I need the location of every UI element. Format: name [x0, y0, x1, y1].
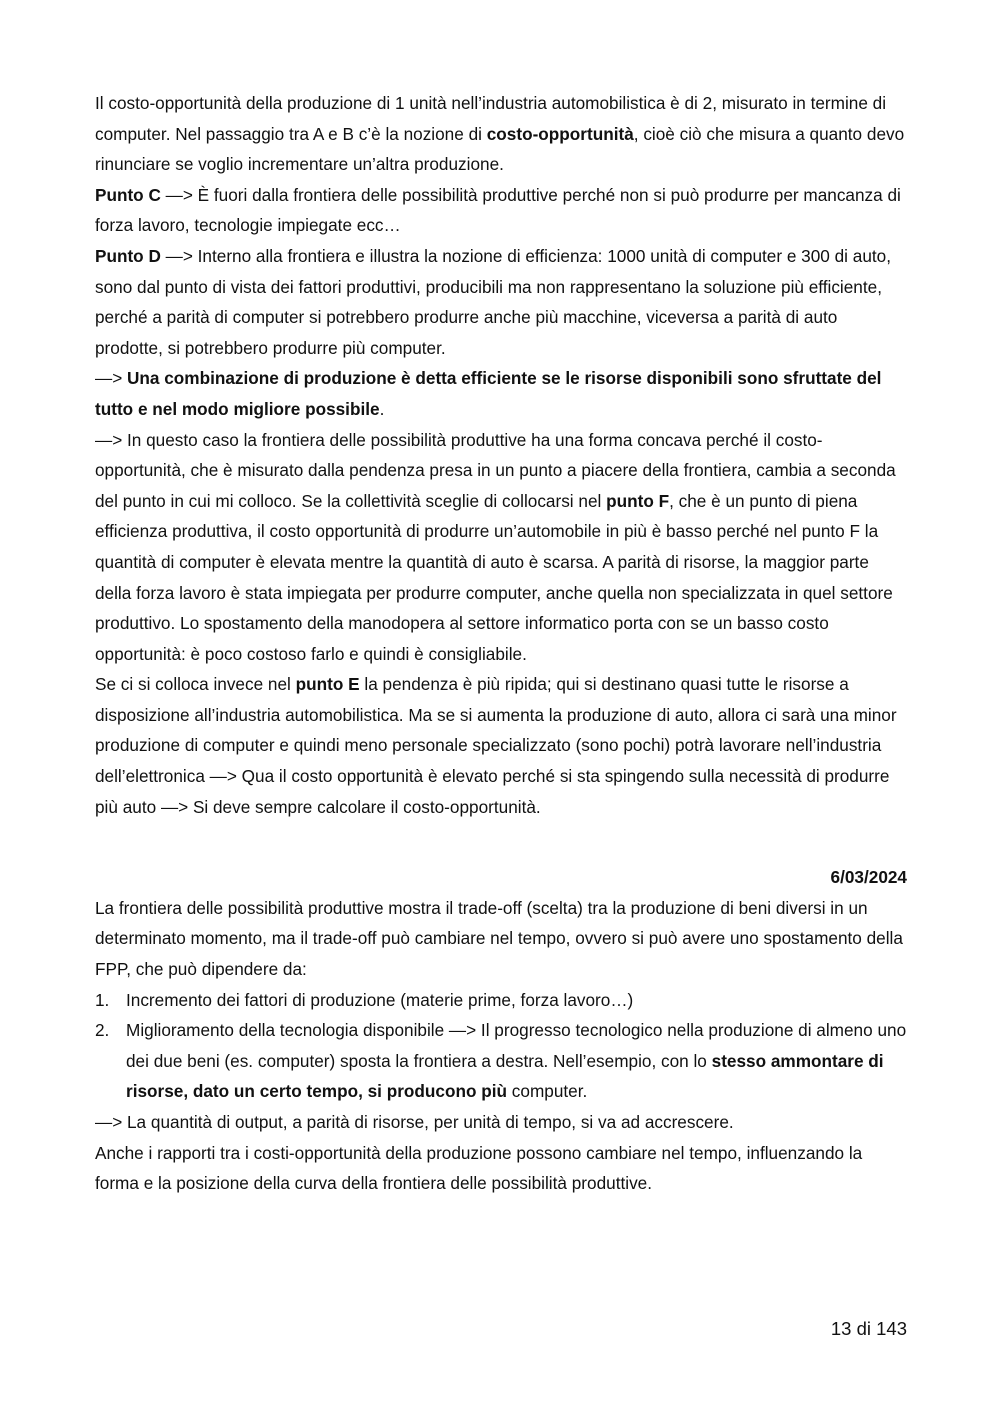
section-date: 6/03/2024	[830, 867, 907, 888]
paragraph-conclusion: Anche i rapporti tra i costi-opportunità della produzione possono cambiare nel tempo, influenzando la forma e la posizione della curva della frontiera delle possibilità produttive.	[95, 1142, 863, 1194]
page-number: 13 di 143	[830, 1318, 907, 1339]
paragraph-punto-e: Se ci si colloca invece nel punto E la pendenza è più ripida; qui si destinano quasi tutte le risorse a disposizione all’industria automobilistica. Ma se si aumenta la produzione di auto, allora ci sarà una minor produzione di computer e quindi meno personale specializzato (sono pochi) potrà lavorare nell’industria dell’elettronica —> Qua il costo opportunità è elevato perché si sta spingendo sulla necessità di produrre più auto —> Si deve sempre calcolare il costo-opportunità.	[95, 674, 897, 817]
numbered-list	[95, 985, 907, 1107]
bold-term: Punto C	[95, 184, 161, 205]
paragraph-fpp-intro: La frontiera delle possibilità produttive mostra il trade-off (scelta) tra la produzione di beni diversi in un determinato momento, ma il trade-off può cambiare nel tempo, ovvero si può avere uno spostamento della FPP, che può dipendere da:	[95, 897, 903, 980]
paragraph-output-growth: —> La quantità di output, a parità di risorse, per unità di tempo, si va ad accrescere.	[95, 1112, 734, 1132]
bold-term: stesso ammontare di risorse, dato un certo tempo, si producono più	[126, 1050, 884, 1102]
list-item: 2. Miglioramento della tecnologia disponibile —> Il progresso tecnologico nella produzione di almeno uno dei due beni (es. computer) sposta la frontiera a destra. Nell’esempio, con lo stesso ammontare di risorse, dato un certo tempo, si producono più computer.	[95, 1015, 907, 1107]
paragraph-opportunity-cost: Il costo-opportunità della produzione di 1 unità nell’industria automobilistica è di 2, misurato in termine di computer. Nel passaggio tra A e B c’è la nozione di costo-opportunità, cioè ciò che misura a quanto devo rinunciare se voglio incrementare un’altra produzione.	[95, 93, 905, 175]
paragraph-punto-f: —> In questo caso la frontiera delle possibilità produttive ha una forma concava perché il costo-opportunità, che è misurato dalla pendenza presa in un punto a piacere della frontiera, cambia a seconda del punto in cui mi colloco. Se la collettività sceglie di collocarsi nel punto F, che è un punto di piena efficienza produttiva, il costo opportunità di produrre un’automobile in più è basso perché nel punto F la quantità di computer è elevata mentre la quantità di auto è scarsa. A parità di risorse, la maggior parte della forza lavoro è stata impiegata per produrre computer, anche quella non specializzata in quel settore produttivo. Lo spostamento della manodopera al settore informatico porta con se un basso costo opportunità: è poco costoso farlo e quindi è consigliabile.	[95, 429, 896, 664]
bold-term: punto F	[606, 490, 670, 511]
bold-term: Una combinazione di produzione è detta efficiente se le risorse disponibili sono sfruttate del tutto e nel modo migliore possibile	[95, 368, 882, 419]
paragraph-punto-d: Punto D —> Interno alla frontiera e illustra la nozione di efficienza: 1000 unità di computer e 300 di auto, sono dal punto di vista dei fattori produttivi, producibili ma non rappresentano la soluzione più efficiente, perché a parità di computer si potrebbero produrre anche più macchine, viceversa a parità di auto prodotte, si potrebbero produrre più computer.	[95, 245, 891, 358]
list-item: 1. Incremento dei fattori di produzione (materie prime, forza lavoro…)	[95, 985, 907, 1016]
bold-term: costo-opportunità	[486, 123, 634, 144]
list-number: 2.	[95, 1020, 110, 1041]
paragraph-punto-c: Punto C —> È fuori dalla frontiera delle possibilità produttive perché non si può produrre per mancanza di forza lavoro, tecnologie impiegate ecc…	[95, 184, 901, 236]
bold-term: Punto D	[95, 245, 161, 266]
list-number: 1.	[95, 989, 110, 1010]
paragraph-efficiency-definition: —> Una combinazione di produzione è detta efficiente se le risorse disponibili sono sfruttate del tutto e nel modo migliore possibile.	[95, 368, 882, 419]
document-page	[95, 88, 907, 1199]
bold-term: punto E	[295, 674, 360, 695]
